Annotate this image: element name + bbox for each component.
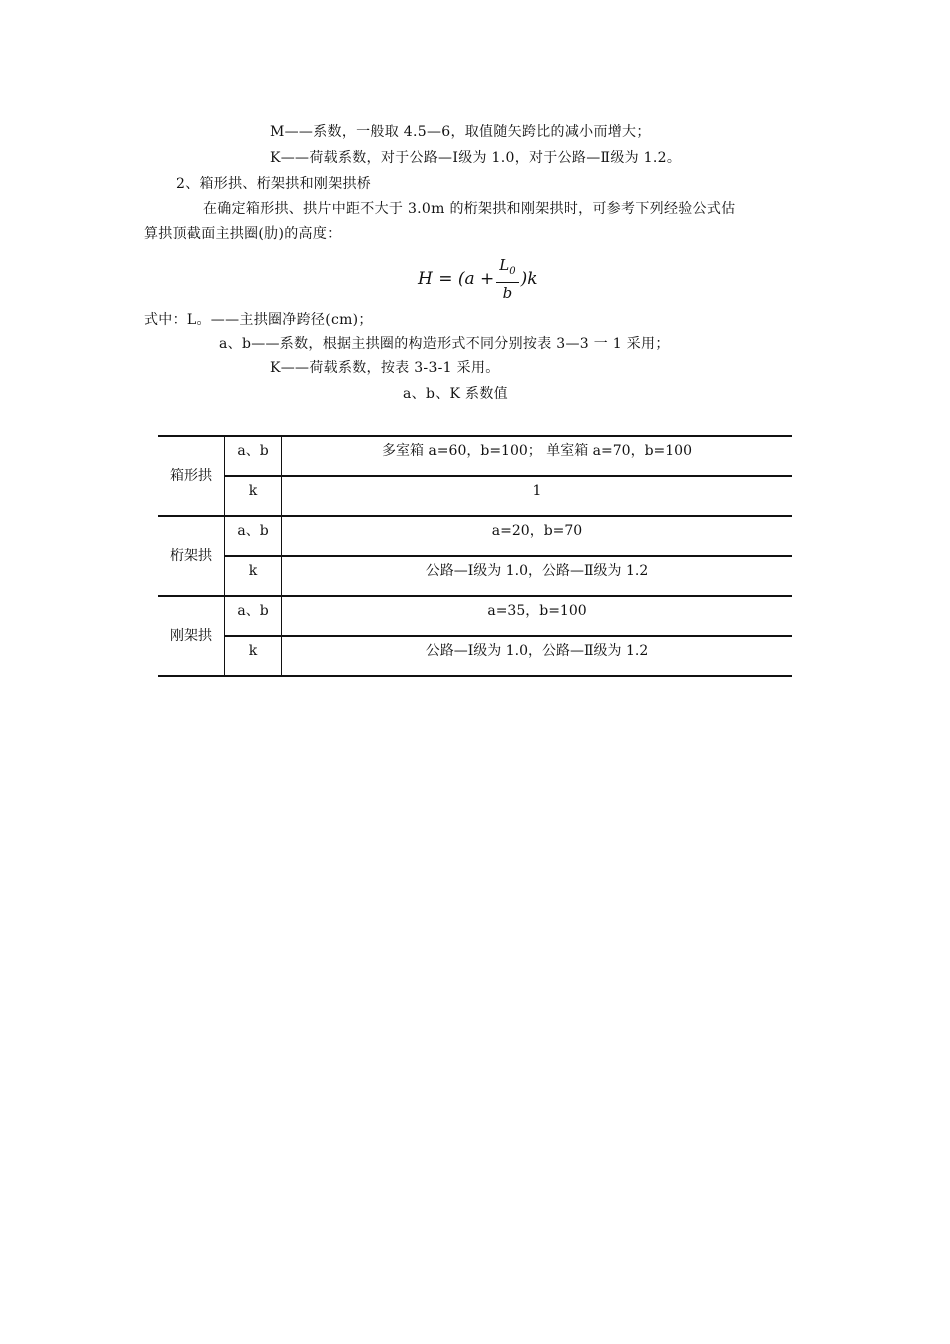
where-k-definition: K——荷载系数，按表 3-3-1 采用。 [270,360,500,376]
symbol-cell: k [225,636,282,676]
formula-lhs: H = (a + [418,269,495,289]
table-row [158,516,792,556]
height-formula [418,254,538,304]
value-cell: a=35，b=100 [282,596,793,636]
formula-numerator: $L_0$ [496,255,518,283]
where-ab-definition: a、b——系数，根据主拱圈的构造形式不同分别按表 3—3 一 1 采用； [219,336,670,352]
m-coefficient-definition: M——系数，一般取 4.5—6，取值随矢跨比的减小而增大； [270,124,651,140]
table-row [158,556,792,596]
formula-fraction [496,255,518,303]
k-coefficient-definition: K——荷载系数，对于公路—Ⅰ级为 1.0，对于公路—Ⅱ级为 1.2。 [270,150,682,166]
value-cell: 多室箱 a=60，b=100； 单室箱 a=70，b=100 [282,436,793,476]
symbol-cell: a、b [225,436,282,476]
symbol-cell: k [225,556,282,596]
symbol-cell: a、b [225,516,282,556]
value-cell: 公路—Ⅰ级为 1.0，公路—Ⅱ级为 1.2 [282,636,793,676]
intro-paragraph-line-2: 算拱顶截面主拱圈(肋)的高度： [144,226,342,242]
value-cell: a=20，b=70 [282,516,793,556]
value-cell: 公路—Ⅰ级为 1.0，公路—Ⅱ级为 1.2 [282,556,793,596]
table-row [158,636,792,676]
category-cell: 刚架拱 [158,596,225,676]
table-row [158,476,792,516]
category-cell: 桁架拱 [158,516,225,596]
category-cell: 箱形拱 [158,436,225,516]
formula-numerator-subscript: 0 [509,266,516,277]
where-l0-definition: 式中：L。——主拱圈净跨径(cm)； [144,312,373,328]
section-heading: 2、箱形拱、桁架拱和刚架拱桥 [176,176,372,192]
table-caption: a、b、K 系数值 [403,386,508,402]
intro-paragraph-line-1: 在确定箱形拱、拱片中距不大于 3.0m 的桁架拱和刚架拱时，可参考下列经验公式估 [203,201,736,217]
symbol-cell: a、b [225,596,282,636]
value-cell: 1 [282,476,793,516]
symbol-cell: k [225,476,282,516]
formula-denominator: b [502,284,513,302]
formula-rhs: )k [520,269,538,289]
coefficient-table [158,435,792,677]
table-row [158,436,792,476]
table-row [158,596,792,636]
